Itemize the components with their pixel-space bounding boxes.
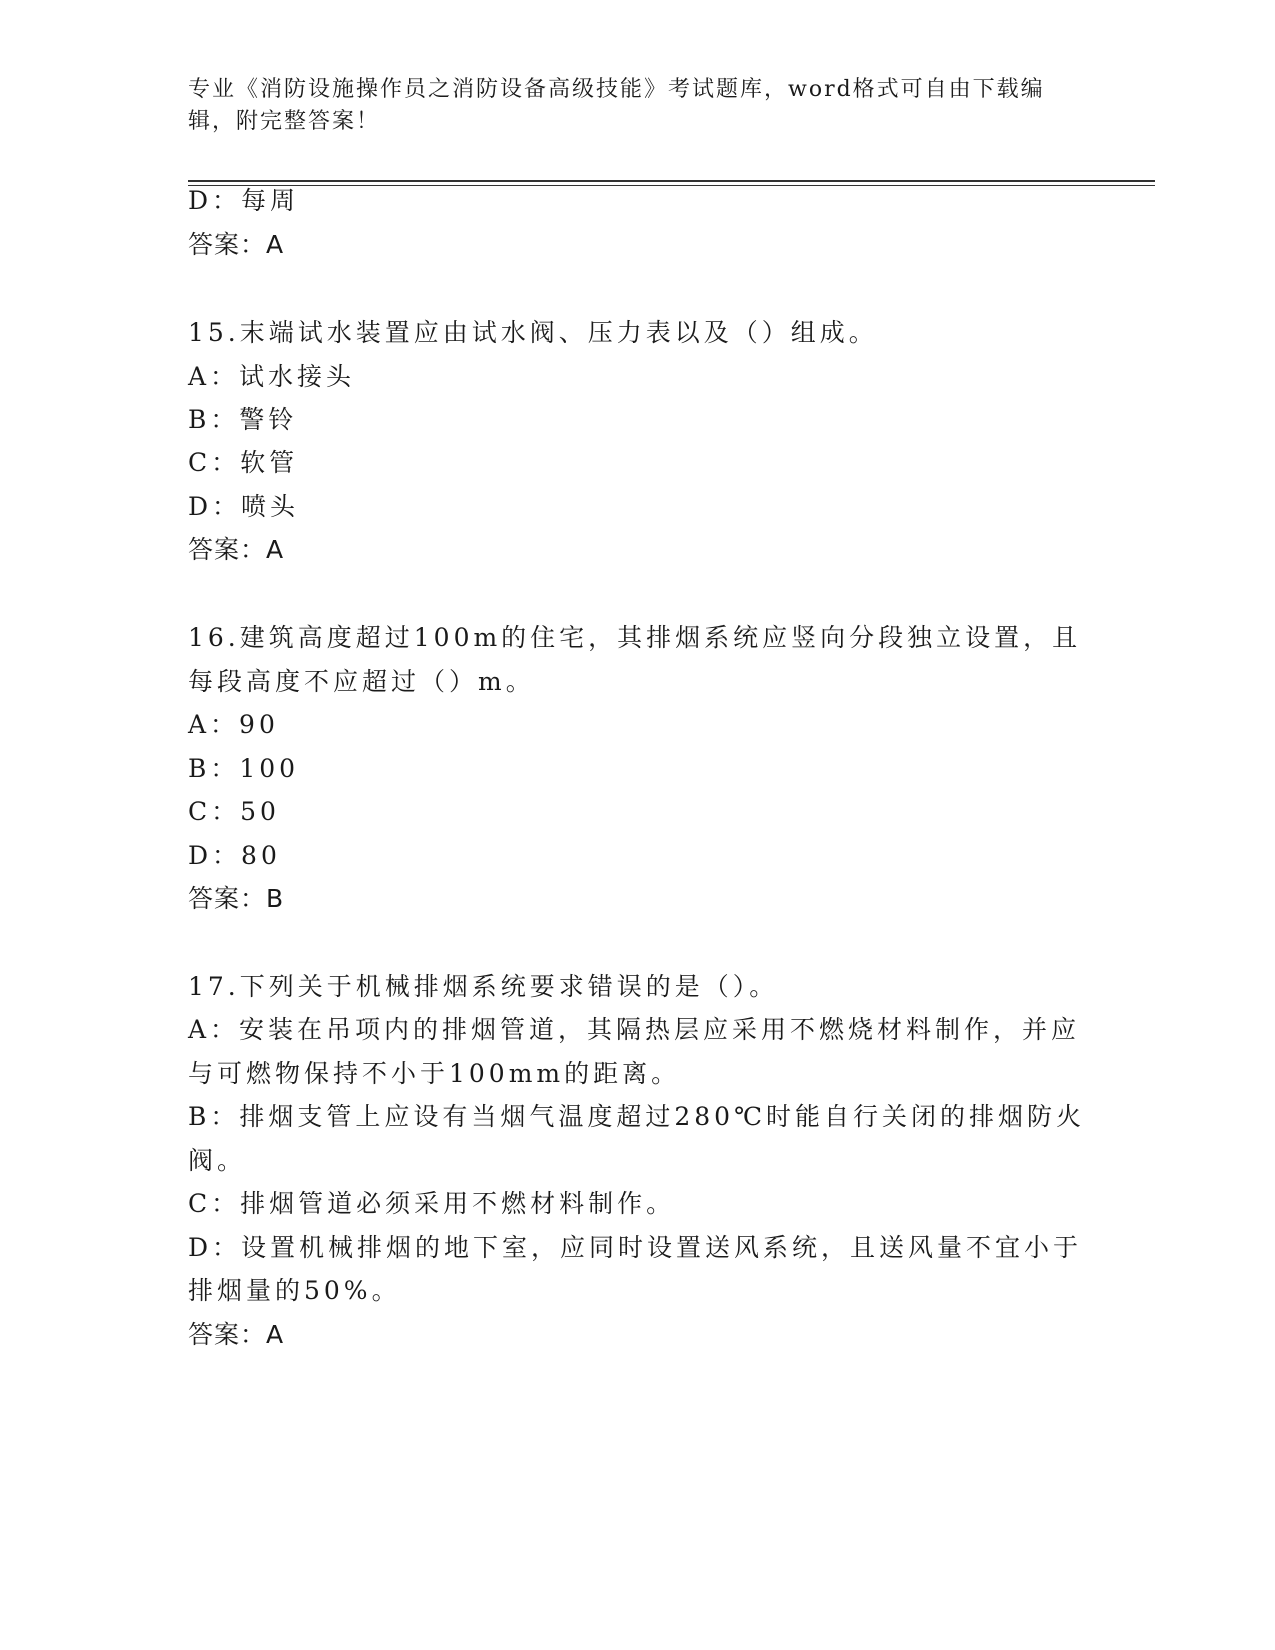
- q17-answer: 答案：A: [188, 1320, 285, 1349]
- q17-option-c: C：排烟管道必须采用不燃材料制作。: [188, 1189, 676, 1218]
- q16-option-a: A：90: [188, 710, 279, 739]
- prev-answer: 答案：A: [188, 230, 285, 259]
- q15-option-b: B：警铃: [188, 405, 298, 434]
- q17-option-b-line-1: B：排烟支管上应设有当烟气温度超过280℃时能自行关闭的排烟防火: [188, 1102, 1086, 1131]
- q17-option-a-line-1: A：安装在吊项内的排烟管道，其隔热层应采用不燃烧材料制作，并应: [188, 1015, 1081, 1044]
- q16-option-c: C：50: [188, 797, 280, 826]
- header-line-1: 专业《消防设施操作员之消防设备高级技能》考试题库，word格式可自由下载编: [188, 77, 1045, 102]
- q16-option-d: D：80: [188, 841, 281, 870]
- q16-option-b: B：100: [188, 754, 300, 783]
- q16-stem-line-2: 每段高度不应超过（）m。: [188, 667, 535, 696]
- q17-stem: 17.下列关于机械排烟系统要求错误的是（）。: [188, 972, 779, 1001]
- q15-answer: 答案：A: [188, 535, 285, 564]
- q15-option-d: D：喷头: [188, 492, 300, 521]
- document-header: [188, 74, 1068, 138]
- q17-option-a-line-2: 与可燃物保持不小于100mm的距离。: [188, 1059, 681, 1088]
- q17-option-d-line-2: 排烟量的50%。: [188, 1276, 401, 1305]
- q16-stem-line-1: 16.建筑高度超过100m的住宅，其排烟系统应竖向分段独立设置，且: [188, 623, 1082, 652]
- header-line-2: 辑，附完整答案！: [188, 109, 381, 134]
- q17-option-b-line-2: 阀。: [188, 1146, 247, 1175]
- q15-option-a: A：试水接头: [188, 362, 356, 391]
- q16-answer: 答案：B: [188, 884, 285, 913]
- q17-option-d-line-1: D：设置机械排烟的地下室，应同时设置送风系统，且送风量不宜小于: [188, 1233, 1083, 1262]
- q15-stem: 15.末端试水装置应由试水阀、压力表以及（）组成。: [188, 318, 878, 347]
- prev-option-d: D：每周: [188, 186, 300, 215]
- q15-option-c: C：软管: [188, 448, 299, 477]
